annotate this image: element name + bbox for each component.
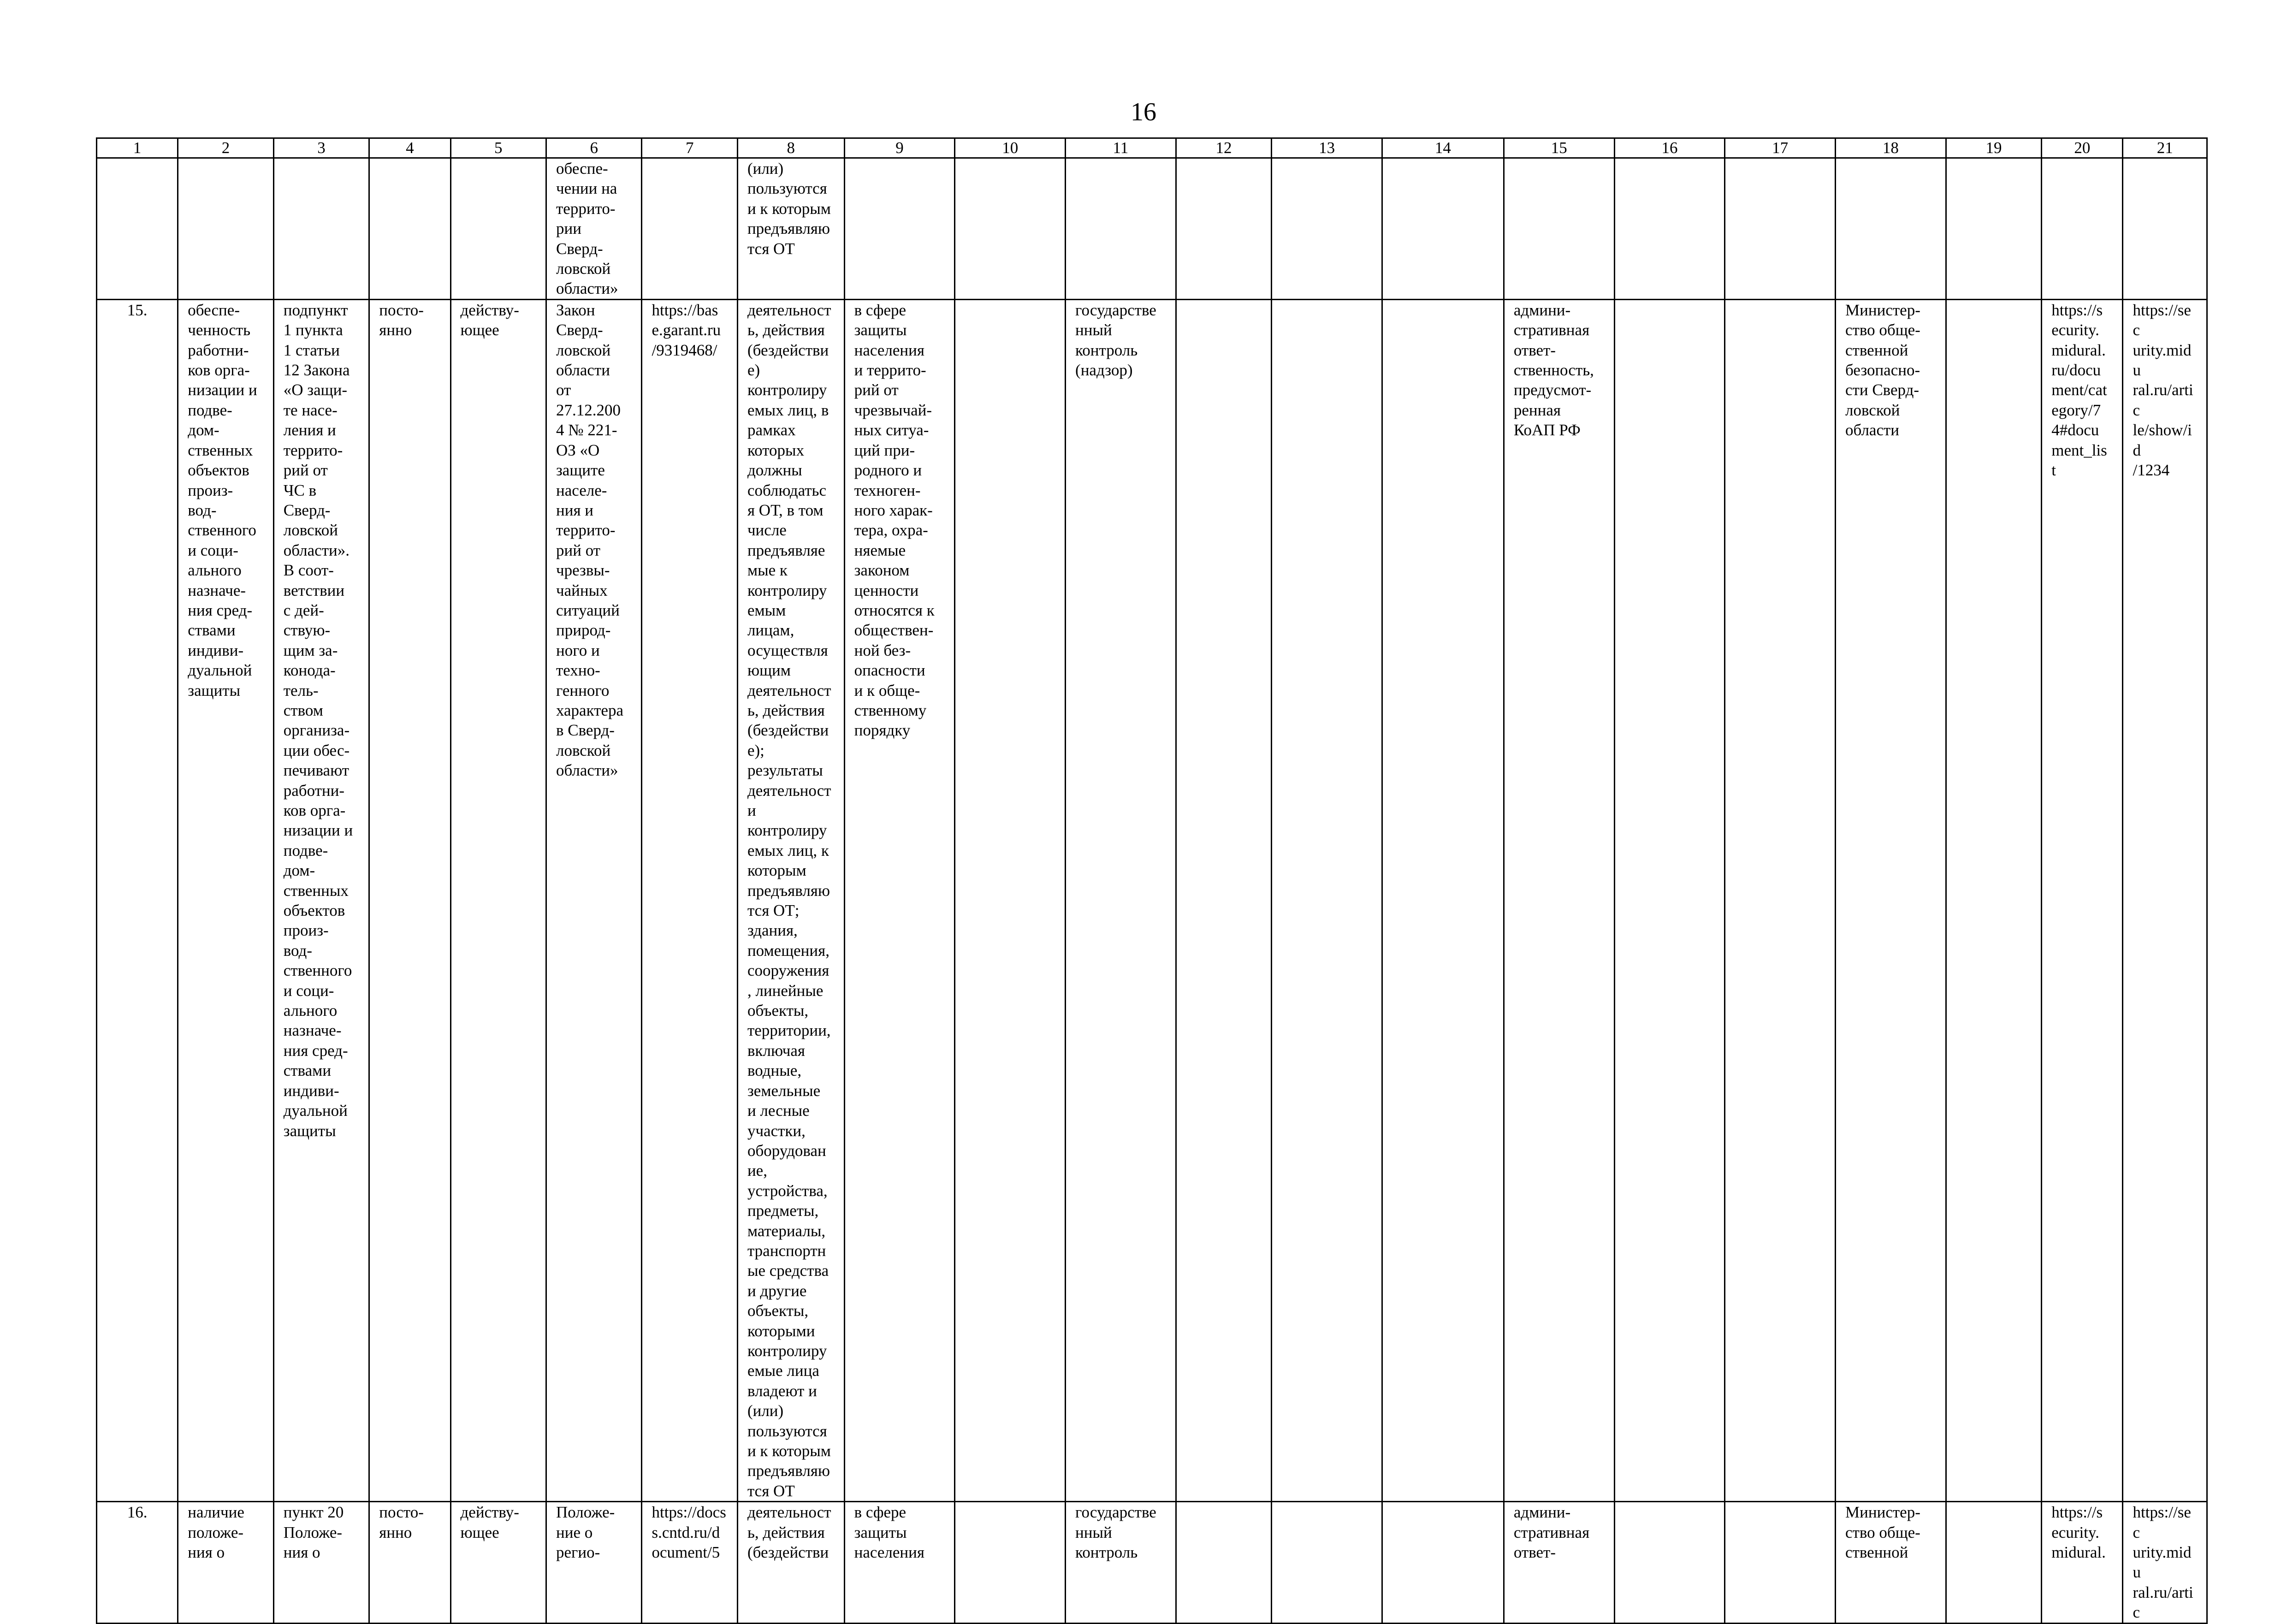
table-cell xyxy=(1614,158,1725,300)
column-number-row xyxy=(97,138,2207,158)
column-number-cell: 2 xyxy=(178,138,273,158)
table-cell: https://s ecurity. midural. ru/docu ment/cat egory/7 4#docu ment_lis t xyxy=(2042,299,2123,1501)
column-number-cell: 3 xyxy=(273,138,369,158)
table-cell: https://sec urity.midu ral.ru/artic xyxy=(2123,1502,2207,1623)
table-cell: https://bas e.garant.ru /9319468/ xyxy=(642,299,737,1501)
column-number-cell: 17 xyxy=(1725,138,1836,158)
table-cell: в сфере защиты населения и террито- рий от чрезвычай- ных ситуа- ций при- родного и техноген- ного харак- тера, охра- няемые законом ценности относятся к обществен- ной без- опасности и к обще- ственному порядку xyxy=(844,299,955,1501)
table-cell: обеспе- ченность работни- ков орга- низации и подве- дом- ственных объектов произ- вод- ственного и соци- ального назначе- ния сред- ствами индиви- дуальной защиты xyxy=(178,299,273,1501)
table-cell xyxy=(955,299,1066,1501)
table-row xyxy=(97,1502,2207,1623)
row-number-cell: 15. xyxy=(97,299,178,1501)
column-number-cell: 8 xyxy=(737,138,844,158)
table-cell xyxy=(1725,299,1836,1501)
table-cell xyxy=(844,158,955,300)
column-number-cell: 14 xyxy=(1382,138,1504,158)
table-row xyxy=(97,158,2207,300)
column-number-cell: 15 xyxy=(1504,138,1614,158)
table-cell xyxy=(955,1502,1066,1623)
table-cell xyxy=(450,158,546,300)
column-number-cell: 9 xyxy=(844,138,955,158)
table-cell: админи- стративная ответ- xyxy=(1504,1502,1614,1623)
table-cell: Министер- ство обще- ственной безопасно- сти Сверд- ловской области xyxy=(1836,299,1946,1501)
column-number-cell: 21 xyxy=(2123,138,2207,158)
table-cell: подпункт 1 пункта 1 статьи 12 Закона «О защи- те насе- ления и террито- рий от ЧС в Сверд- ловской области». В соот- ветствии с дей- ствую- щим за- конода- тель- ством организа- ции обес- печивают работни- ков орга- низации и подве- дом- ственных объектов произ- вод- ственного и соци- ального назначе- ния сред- ствами индиви- дуальной защиты xyxy=(273,299,369,1501)
column-number-cell: 18 xyxy=(1836,138,1946,158)
row-number-cell: 16. xyxy=(97,1502,178,1623)
table-cell xyxy=(2042,158,2123,300)
table-cell xyxy=(1382,158,1504,300)
table-cell xyxy=(1946,299,2041,1501)
column-number-cell: 20 xyxy=(2042,138,2123,158)
column-number-cell: 1 xyxy=(97,138,178,158)
table-cell: (или) пользуются и к которым предъявляю тся ОТ xyxy=(737,158,844,300)
table-cell xyxy=(1176,158,1271,300)
table-cell xyxy=(1504,158,1614,300)
table-cell: посто- янно xyxy=(369,299,450,1501)
page-number: 16 xyxy=(1131,98,1156,126)
table-cell xyxy=(1836,158,1946,300)
table-cell xyxy=(1272,299,1382,1501)
column-number-cell: 7 xyxy=(642,138,737,158)
table-cell xyxy=(178,158,273,300)
table-cell: в сфере защиты населения xyxy=(844,1502,955,1623)
table-cell: https://s ecurity. midural. xyxy=(2042,1502,2123,1623)
table-cell: наличие положе- ния о xyxy=(178,1502,273,1623)
table-cell xyxy=(273,158,369,300)
table-row xyxy=(97,299,2207,1501)
table-cell xyxy=(1382,299,1504,1501)
table-cell: Положе- ние о регио- xyxy=(546,1502,641,1623)
table-cell: государстве нный контроль xyxy=(1066,1502,1176,1623)
table-cell xyxy=(1725,1502,1836,1623)
table-cell: деятельност ь, действия (бездействи xyxy=(737,1502,844,1623)
table-cell xyxy=(1272,158,1382,300)
column-number-cell: 19 xyxy=(1946,138,2041,158)
table-cell: https://sec urity.midu ral.ru/artic le/show/id /1234 xyxy=(2123,299,2207,1501)
table-cell xyxy=(1614,1502,1725,1623)
table-cell: действу- ющее xyxy=(450,1502,546,1623)
column-number-cell: 12 xyxy=(1176,138,1271,158)
table-cell: пункт 20 Положе- ния о xyxy=(273,1502,369,1623)
table-cell: деятельност ь, действия (бездействи е) контролиру емых лиц, в рамках которых должны соблюдатьс я ОТ, в том числе предъявляе мые к контролиру емым лицам, осуществля ющим деятельност ь, действия (бездействи е); результаты деятельност и контролиру емых лиц, к которым предъявляю тся ОТ; здания, помещения, сооружения , линейные объекты, территории, включая водные, земельные и лесные участки, оборудован ие, устройства, предметы, материалы, транспортн ые средства и другие объекты, которыми контролиру емые лица владеют и (или) пользуются и к которым предъявляю тся ОТ xyxy=(737,299,844,1501)
column-number-cell: 4 xyxy=(369,138,450,158)
table-cell: Закон Сверд- ловской области от 27.12.200 4 № 221- ОЗ «О защите населе- ния и террито- рий от чрезвы- чайных ситуаций природ- ного и техно- генного характера в Сверд- ловской области» xyxy=(546,299,641,1501)
table-cell xyxy=(1066,158,1176,300)
table-cell xyxy=(1382,1502,1504,1623)
table-cell: https://docs s.cntd.ru/d ocument/5 xyxy=(642,1502,737,1623)
table-cell xyxy=(1946,158,2041,300)
column-number-cell: 11 xyxy=(1066,138,1176,158)
table-cell xyxy=(642,158,737,300)
table-cell: админи- стративная ответ- ственность, предусмот- ренная КоАП РФ xyxy=(1504,299,1614,1501)
column-number-cell: 10 xyxy=(955,138,1066,158)
table-cell xyxy=(1176,299,1271,1501)
table-cell xyxy=(955,158,1066,300)
table-cell: действу- ющее xyxy=(450,299,546,1501)
table-cell xyxy=(1614,299,1725,1501)
table-cell: обеспе- чении на террито- рии Сверд- ловской области» xyxy=(546,158,641,300)
column-number-cell: 16 xyxy=(1614,138,1725,158)
table-cell xyxy=(369,158,450,300)
column-number-cell: 5 xyxy=(450,138,546,158)
table-cell xyxy=(1946,1502,2041,1623)
table-cell: Министер- ство обще- ственной xyxy=(1836,1502,1946,1623)
row-number-cell xyxy=(97,158,178,300)
table-cell xyxy=(1176,1502,1271,1623)
table-cell: посто- янно xyxy=(369,1502,450,1623)
column-number-cell: 13 xyxy=(1272,138,1382,158)
column-number-cell: 6 xyxy=(546,138,641,158)
register-table xyxy=(96,137,2208,1624)
table-cell: государстве нный контроль (надзор) xyxy=(1066,299,1176,1501)
table-cell xyxy=(1725,158,1836,300)
table-cell xyxy=(2123,158,2207,300)
table-cell xyxy=(1272,1502,1382,1623)
